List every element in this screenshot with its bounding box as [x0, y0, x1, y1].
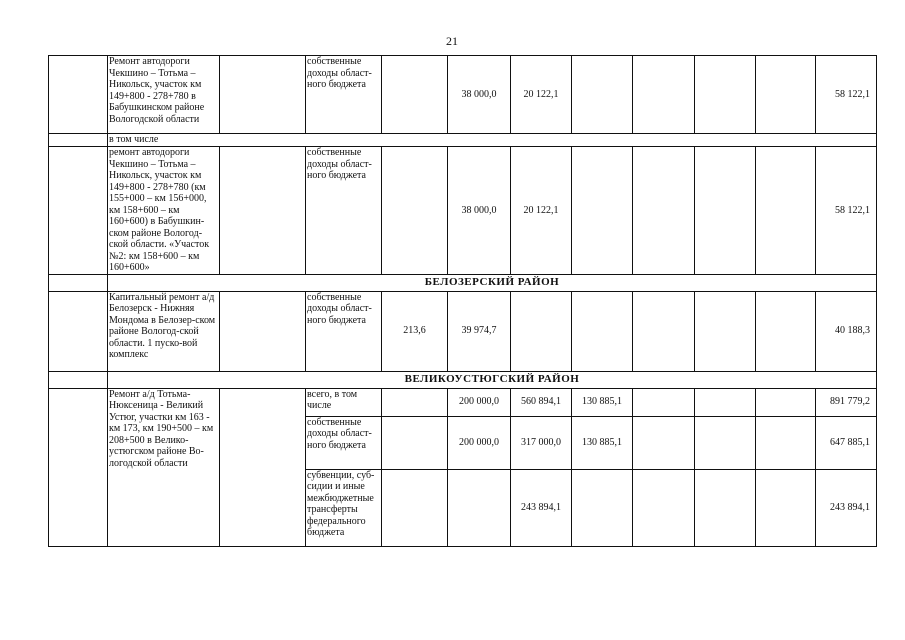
empty-cell [448, 469, 511, 546]
funding-source-cell: собственные доходы област-ного бюджета [306, 147, 382, 275]
table-row [49, 147, 877, 275]
value-cell: 20 122,1 [511, 56, 572, 134]
empty-cell [220, 147, 306, 275]
empty-cell [382, 388, 448, 416]
funding-source-cell: собственные доходы област-ного бюджета [306, 416, 382, 469]
empty-cell [220, 388, 306, 546]
empty-cell [572, 147, 633, 275]
empty-cell [633, 291, 695, 371]
empty-cell [49, 388, 108, 546]
value-cell: 213,6 [382, 291, 448, 371]
value-cell [382, 56, 448, 134]
table-row [49, 274, 877, 291]
empty-cell [633, 416, 695, 469]
region-heading: БЕЛОЗЕРСКИЙ РАЙОН [108, 274, 877, 291]
empty-cell [572, 56, 633, 134]
value-cell: 560 894,1 [511, 388, 572, 416]
empty-cell [382, 416, 448, 469]
empty-cell [49, 147, 108, 275]
empty-cell [49, 291, 108, 371]
region-heading: ВЕЛИКОУСТЮГСКИЙ РАЙОН [108, 371, 877, 388]
total-cell: 40 188,3 [816, 291, 877, 371]
total-cell: 891 779,2 [816, 388, 877, 416]
value-cell: 317 000,0 [511, 416, 572, 469]
value-cell: 39 974,7 [448, 291, 511, 371]
empty-cell [633, 469, 695, 546]
budget-table [48, 55, 877, 547]
empty-cell [756, 291, 816, 371]
empty-cell [633, 147, 695, 275]
empty-cell [633, 56, 695, 134]
table-row [49, 56, 877, 134]
empty-cell [756, 56, 816, 134]
table-row [49, 388, 877, 416]
funding-source-cell: всего, в том числе [306, 388, 382, 416]
total-cell: 58 122,1 [816, 56, 877, 134]
table-row [49, 371, 877, 388]
empty-cell [382, 147, 448, 275]
empty-cell [695, 388, 756, 416]
empty-cell [756, 416, 816, 469]
empty-cell [695, 469, 756, 546]
table-row [49, 134, 877, 147]
funding-source-cell: собственные доходы област-ного бюджета [306, 291, 382, 371]
empty-cell [220, 56, 306, 134]
object-name-cell: Ремонт автодороги Чекшино – Тотьма – Никольск, участок км 149+800 - 278+780 в Бабушкинском районе Вологодской области [108, 56, 220, 134]
total-cell: 647 885,1 [816, 416, 877, 469]
funding-source-cell: субвенции, суб-сидии и иные межбюджетные трансферты федерального бюджета [306, 469, 382, 546]
value-cell: 243 894,1 [511, 469, 572, 546]
empty-cell [49, 134, 108, 147]
subheading-cell: в том числе [108, 134, 877, 147]
empty-cell [695, 147, 756, 275]
object-name-cell: ремонт автодороги Чекшино – Тотьма – Никольск, участок км 149+800 - 278+780 (км 155+000 – км 156+000, км 158+600 – км 160+600) в Бабушкин-ском районе Вологод-ской области. «Участок №2: км 158+600 – км 160+600» [108, 147, 220, 275]
object-name-cell: Капитальный ремонт а/д Белозерск - Нижняя Мондома в Белозер-ском районе Вологод-ской области. 1 пуско-вой комплекс [108, 291, 220, 371]
value-cell: 130 885,1 [572, 416, 633, 469]
empty-cell [49, 56, 108, 134]
empty-cell [511, 291, 572, 371]
value-cell: 38 000,0 [448, 147, 511, 275]
empty-cell [49, 274, 108, 291]
funding-source-cell: собственные доходы област-ного бюджета [306, 56, 382, 134]
object-name-cell: Ремонт а/д Тотьма-Нюксеница - Великий Устюг, участки км 163 - км 173, км 190+500 – км 208+500 в Велико-устюгском районе Во-логодской области [108, 388, 220, 546]
total-cell: 243 894,1 [816, 469, 877, 546]
page-number: 21 [446, 34, 458, 48]
empty-cell [695, 291, 756, 371]
value-cell: 20 122,1 [511, 147, 572, 275]
empty-cell [695, 56, 756, 134]
value-cell: 38 000,0 [448, 56, 511, 134]
value-cell: 130 885,1 [572, 388, 633, 416]
empty-cell [633, 388, 695, 416]
empty-cell [49, 371, 108, 388]
table-row [49, 291, 877, 371]
total-cell: 58 122,1 [816, 147, 877, 275]
empty-cell [695, 416, 756, 469]
value-cell: 200 000,0 [448, 416, 511, 469]
empty-cell [220, 291, 306, 371]
empty-cell [756, 388, 816, 416]
empty-cell [756, 469, 816, 546]
value-cell: 200 000,0 [448, 388, 511, 416]
empty-cell [756, 147, 816, 275]
empty-cell [572, 291, 633, 371]
empty-cell [382, 469, 448, 546]
empty-cell [572, 469, 633, 546]
